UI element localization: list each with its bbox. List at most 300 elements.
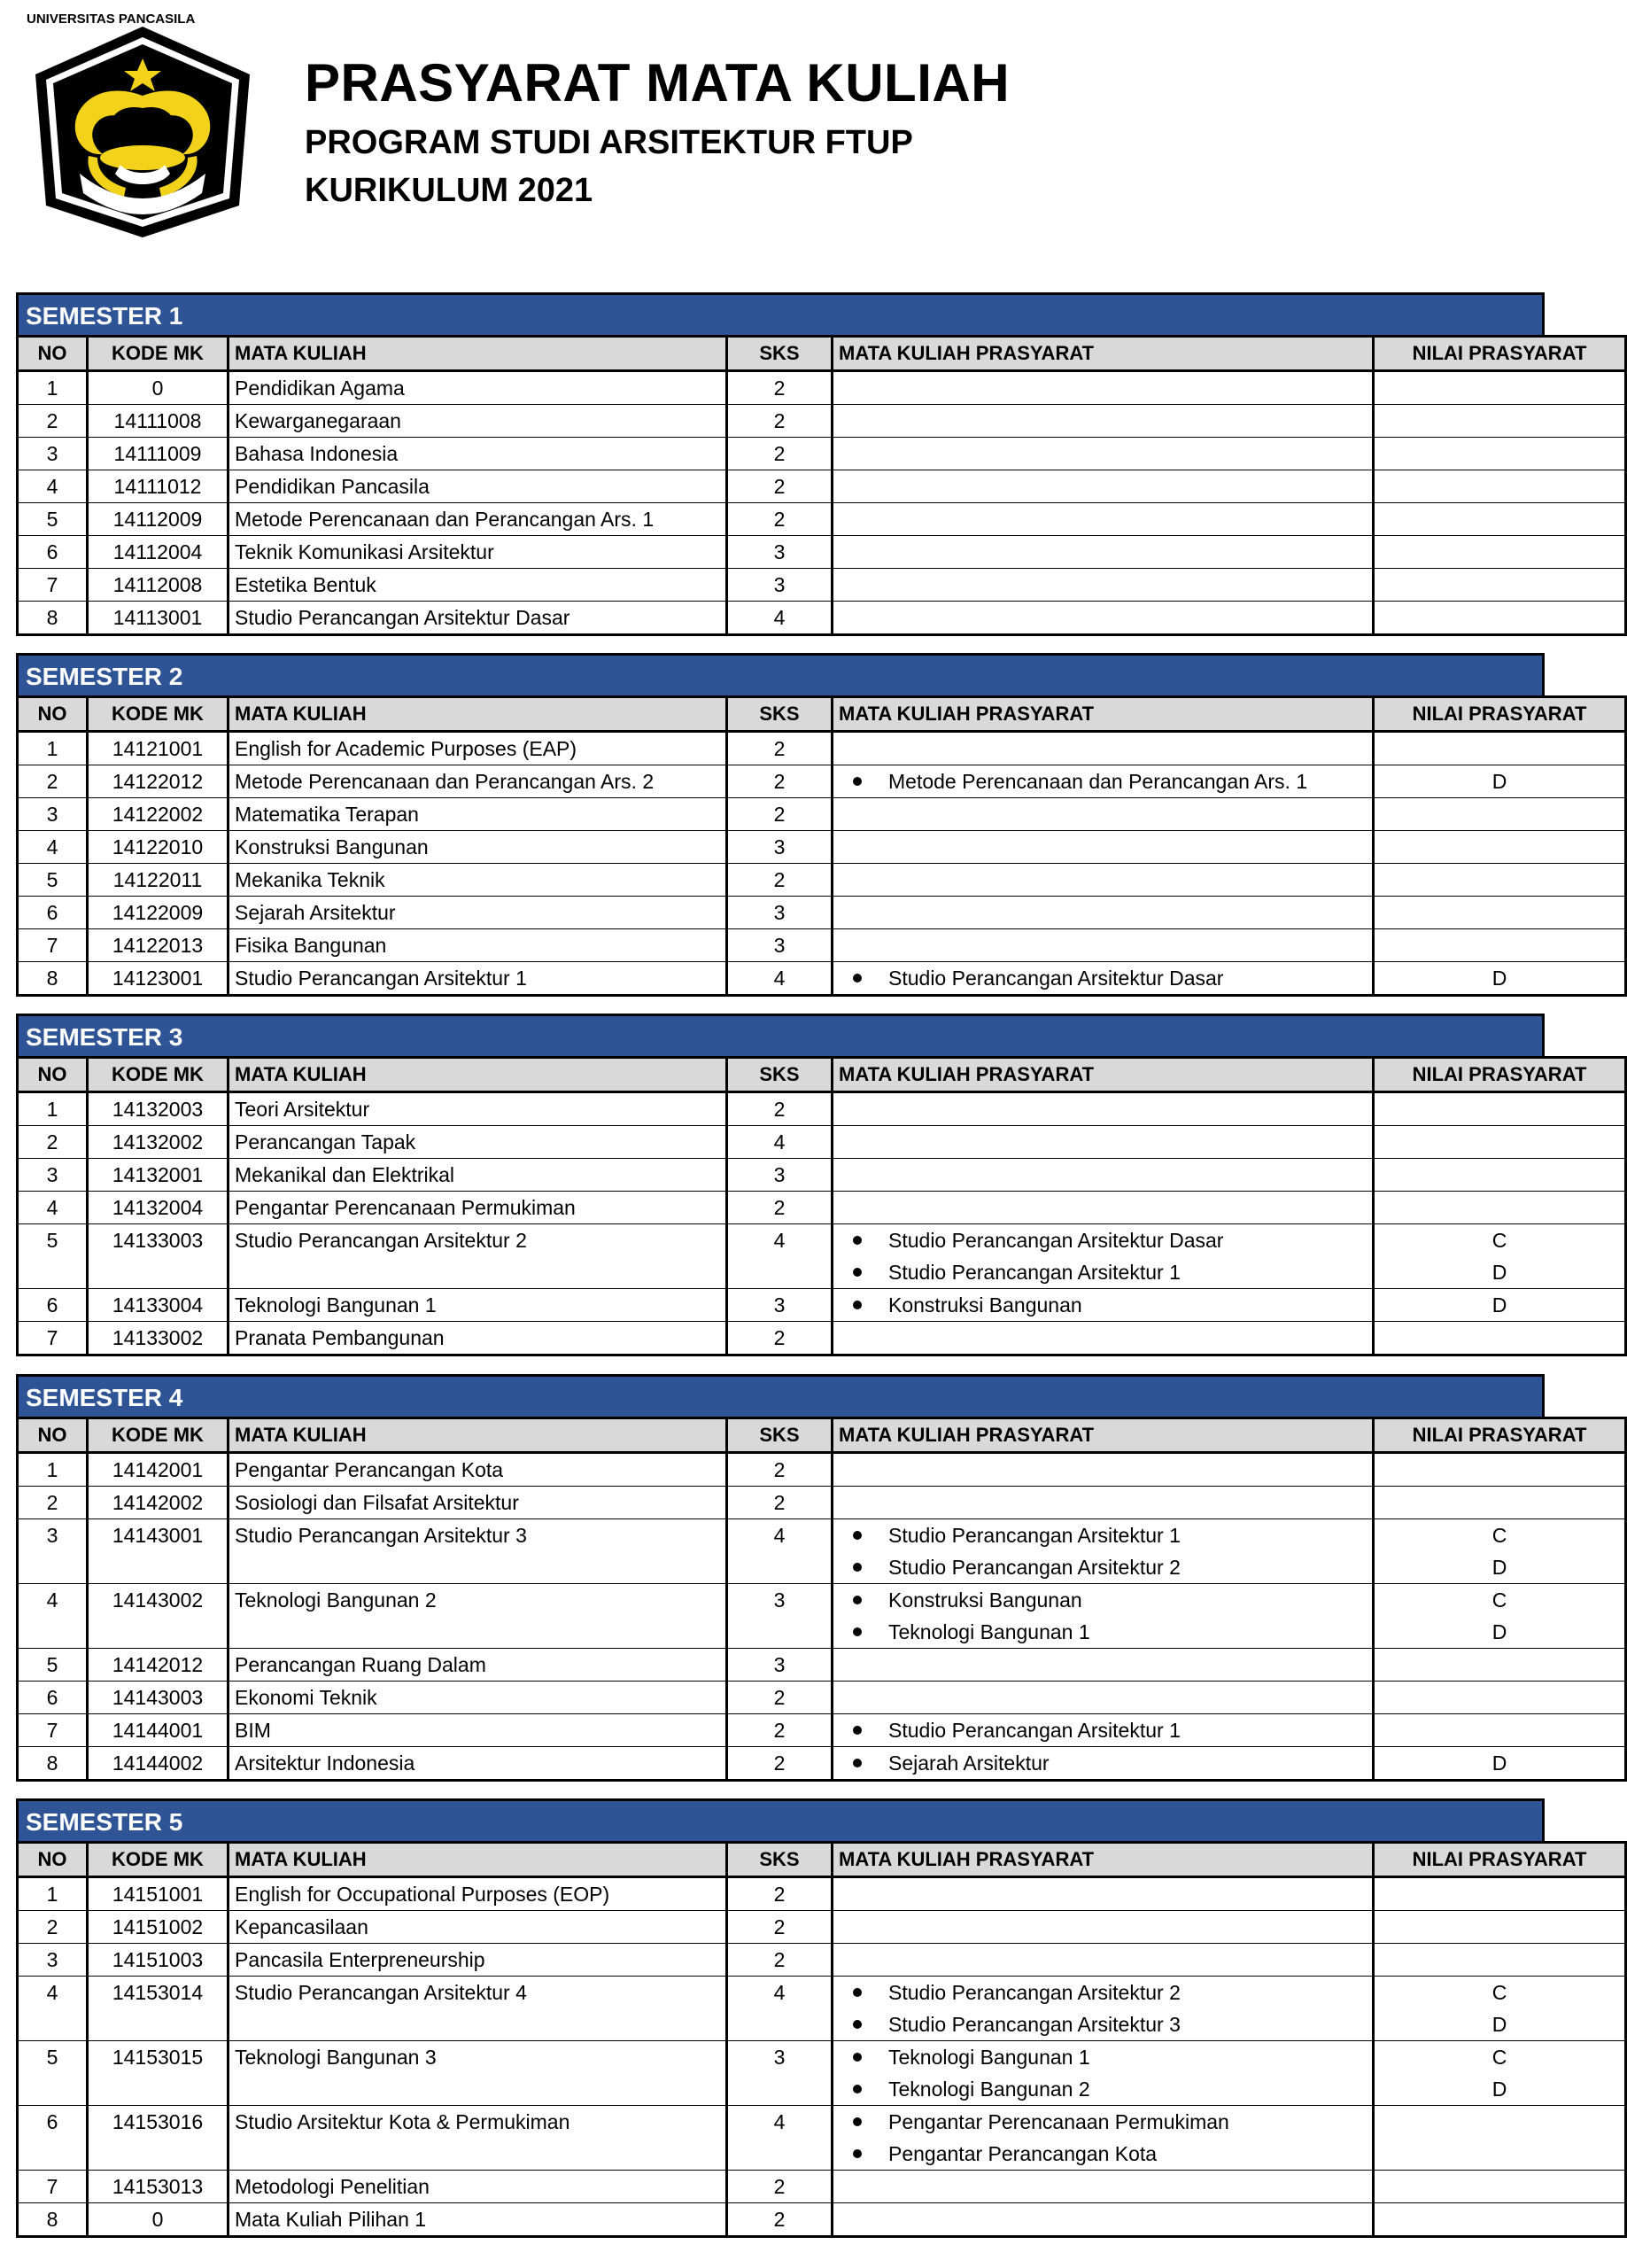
bullet-icon [853, 1726, 862, 1735]
prerequisite-item [839, 1519, 1367, 1551]
row-number: 2 [18, 405, 88, 438]
prerequisite-grade: D [1491, 1556, 1507, 1579]
prerequisite-cell [833, 1584, 1374, 1649]
prerequisite-item [839, 1256, 1367, 1288]
course-code: 14153015 [88, 2041, 229, 2106]
prerequisite-course: Studio Perancangan Arsitektur 3 [888, 2013, 1181, 2036]
course-name: Pengantar Perancangan Kota [229, 1453, 727, 1487]
table-row [18, 1747, 1626, 1781]
bullet-icon [853, 1301, 862, 1309]
prerequisite-cell [833, 1714, 1374, 1747]
course-name: Studio Perancangan Arsitektur 3 [229, 1519, 727, 1584]
bullet-icon [853, 1563, 862, 1572]
course-code: 14153014 [88, 1977, 229, 2041]
column-header-no: NO [18, 1843, 88, 1877]
prerequisite-grade-cell [1374, 2106, 1626, 2171]
column-header-mk: MATA KULIAH [229, 1418, 727, 1453]
course-code: 14122010 [88, 831, 229, 864]
row-number: 6 [18, 2106, 88, 2171]
course-name: Studio Perancangan Arsitektur Dasar [229, 602, 727, 635]
prerequisite-cell [833, 798, 1374, 831]
row-number: 1 [18, 1453, 88, 1487]
course-credits: 2 [727, 371, 833, 405]
course-table [16, 1056, 1627, 1356]
column-header-nilai: NILAI PRASYARAT [1374, 1843, 1626, 1877]
course-credits: 2 [727, 2171, 833, 2203]
table-row [18, 962, 1626, 996]
prerequisite-grade-cell [1374, 1192, 1626, 1224]
course-name: Fisika Bangunan [229, 929, 727, 962]
column-header-mk: MATA KULIAH [229, 337, 727, 371]
table-header-row [18, 1843, 1626, 1877]
course-code: 14132001 [88, 1159, 229, 1192]
semester-section [16, 1798, 1587, 2238]
course-name: Mekanika Teknik [229, 864, 727, 897]
prerequisite-cell [833, 1977, 1374, 2041]
prerequisite-grade: C [1491, 1229, 1507, 1252]
course-name: Mekanikal dan Elektrikal [229, 1159, 727, 1192]
prerequisite-cell [833, 1453, 1374, 1487]
prerequisite-grade-cell [1374, 569, 1626, 602]
prerequisite-grade-cell [1374, 1977, 1626, 2041]
prerequisite-grade-cell [1374, 1682, 1626, 1714]
semester-section [16, 1014, 1587, 1356]
bullet-icon [853, 2053, 862, 2062]
table-row [18, 1649, 1626, 1682]
course-name: Studio Perancangan Arsitektur 2 [229, 1224, 727, 1289]
column-header-sks: SKS [727, 1418, 833, 1453]
table-row [18, 1322, 1626, 1355]
row-number: 4 [18, 1584, 88, 1649]
course-name: Kewarganegaraan [229, 405, 727, 438]
prerequisite-cell [833, 1289, 1374, 1322]
course-name: Teknologi Bangunan 1 [229, 1289, 727, 1322]
bullet-icon [853, 1236, 862, 1245]
prerequisite-grade [1380, 2106, 1619, 2138]
prerequisite-cell [833, 1682, 1374, 1714]
row-number: 7 [18, 569, 88, 602]
course-code: 14121001 [88, 732, 229, 765]
prerequisite-item [839, 2106, 1367, 2138]
row-number: 3 [18, 1944, 88, 1977]
row-number: 8 [18, 2203, 88, 2237]
course-credits: 2 [727, 1092, 833, 1126]
row-number: 7 [18, 2171, 88, 2203]
logo-text: UNIVERSITAS PANCASILA [27, 12, 196, 27]
prerequisite-grade-cell [1374, 438, 1626, 470]
table-row [18, 1911, 1626, 1944]
prerequisite-course: Pengantar Perencanaan Permukiman [888, 2110, 1229, 2133]
column-header-nilai: NILAI PRASYARAT [1374, 337, 1626, 371]
prerequisite-grade: D [1491, 1751, 1507, 1775]
prerequisite-grade-cell [1374, 405, 1626, 438]
course-credits: 3 [727, 536, 833, 569]
course-code: 14122011 [88, 864, 229, 897]
course-code: 14111009 [88, 438, 229, 470]
prerequisite-cell [833, 1747, 1374, 1781]
course-code: 14112009 [88, 503, 229, 536]
course-name: Metodologi Penelitian [229, 2171, 727, 2203]
prerequisite-cell [833, 1322, 1374, 1355]
prerequisite-grade-cell [1374, 371, 1626, 405]
prerequisite-grade-cell [1374, 503, 1626, 536]
curriculum-label: KURIKULUM 2021 [305, 172, 593, 209]
prerequisite-course: Studio Perancangan Arsitektur 1 [888, 1719, 1181, 1742]
row-number: 3 [18, 1519, 88, 1584]
course-name: Pranata Pembangunan [229, 1322, 727, 1355]
course-credits: 2 [727, 1192, 833, 1224]
prerequisite-grade-cell [1374, 962, 1626, 996]
prerequisite-item [839, 2008, 1367, 2040]
table-row [18, 1289, 1626, 1322]
prerequisite-grade-cell [1374, 1487, 1626, 1519]
course-name: Sosiologi dan Filsafat Arsitektur [229, 1487, 727, 1519]
prerequisite-course: Konstruksi Bangunan [888, 1293, 1082, 1317]
course-code: 14122009 [88, 897, 229, 929]
course-code: 14132002 [88, 1126, 229, 1159]
course-code: 14143003 [88, 1682, 229, 1714]
prerequisite-grade: C [1491, 1588, 1507, 1612]
table-header-row [18, 337, 1626, 371]
bullet-icon [853, 2149, 862, 2158]
course-name: BIM [229, 1714, 727, 1747]
prerequisite-grade-cell [1374, 831, 1626, 864]
row-number: 3 [18, 438, 88, 470]
row-number: 1 [18, 1092, 88, 1126]
course-name: Pengantar Perencanaan Permukiman [229, 1192, 727, 1224]
column-header-mk: MATA KULIAH [229, 1058, 727, 1092]
column-header-kode: KODE MK [88, 1843, 229, 1877]
course-credits: 2 [727, 1877, 833, 1911]
table-row [18, 1584, 1626, 1649]
bullet-icon [853, 1759, 862, 1767]
course-credits: 2 [727, 470, 833, 503]
prerequisite-item [839, 2041, 1367, 2073]
bullet-icon [853, 777, 862, 786]
row-number: 8 [18, 1747, 88, 1781]
course-credits: 2 [727, 1944, 833, 1977]
row-number: 5 [18, 864, 88, 897]
column-header-mk: MATA KULIAH [229, 1843, 727, 1877]
table-row [18, 1714, 1626, 1747]
prerequisite-course: Teknologi Bangunan 1 [888, 2046, 1090, 2069]
prerequisite-grade-cell [1374, 1911, 1626, 1944]
table-row [18, 831, 1626, 864]
prerequisite-item [839, 1714, 1367, 1746]
prerequisite-course: Teknologi Bangunan 1 [888, 1620, 1090, 1643]
course-code: 14151001 [88, 1877, 229, 1911]
prerequisite-grade-cell [1374, 1714, 1626, 1747]
bullet-icon [853, 2085, 862, 2093]
course-credits: 2 [727, 2203, 833, 2237]
course-name: Teknologi Bangunan 2 [229, 1584, 727, 1649]
prerequisite-grade-cell [1374, 1126, 1626, 1159]
prerequisite-cell [833, 438, 1374, 470]
prerequisite-course: Studio Perancangan Arsitektur 1 [888, 1261, 1181, 1284]
course-name: Sejarah Arsitektur [229, 897, 727, 929]
prerequisite-grade-cell [1374, 536, 1626, 569]
course-code: 14132004 [88, 1192, 229, 1224]
course-code: 14153013 [88, 2171, 229, 2203]
prerequisite-grade-cell [1374, 2041, 1626, 2106]
prerequisite-item [839, 765, 1367, 797]
course-code: 14142012 [88, 1649, 229, 1682]
prerequisite-grade: D [1491, 2078, 1507, 2101]
prerequisite-grade-cell [1374, 1224, 1626, 1289]
table-row [18, 1682, 1626, 1714]
prerequisite-cell [833, 732, 1374, 765]
table-row [18, 2203, 1626, 2237]
prerequisite-cell [833, 602, 1374, 635]
prerequisite-item [839, 962, 1367, 994]
prerequisite-cell [833, 569, 1374, 602]
prerequisite-grade: D [1491, 1620, 1507, 1643]
prerequisite-grade [1380, 1714, 1619, 1746]
prerequisite-cell [833, 2203, 1374, 2237]
semester-title: SEMESTER 4 [16, 1374, 1545, 1417]
column-header-kode: KODE MK [88, 697, 229, 732]
prerequisite-cell [833, 2106, 1374, 2171]
course-name: Kepancasilaan [229, 1911, 727, 1944]
prerequisite-cell [833, 1126, 1374, 1159]
course-credits: 3 [727, 1159, 833, 1192]
course-name: Perancangan Tapak [229, 1126, 727, 1159]
course-name: Estetika Bentuk [229, 569, 727, 602]
prerequisite-item [839, 1747, 1367, 1779]
table-header-row [18, 1058, 1626, 1092]
semester-title: SEMESTER 3 [16, 1014, 1545, 1056]
course-name: Mata Kuliah Pilihan 1 [229, 2203, 727, 2237]
prerequisite-grade-cell [1374, 1944, 1626, 1977]
table-row [18, 1877, 1626, 1911]
prerequisite-grade: D [1491, 1261, 1507, 1284]
course-code: 14122013 [88, 929, 229, 962]
course-name: Ekonomi Teknik [229, 1682, 727, 1714]
row-number: 4 [18, 470, 88, 503]
table-row [18, 1487, 1626, 1519]
table-row [18, 2171, 1626, 2203]
column-header-sks: SKS [727, 697, 833, 732]
document-header [0, 0, 1561, 266]
prerequisite-cell [833, 1192, 1374, 1224]
prerequisite-cell [833, 1877, 1374, 1911]
row-number: 2 [18, 1911, 88, 1944]
prerequisite-cell [833, 1487, 1374, 1519]
prerequisite-grade-cell [1374, 1322, 1626, 1355]
table-row [18, 765, 1626, 798]
course-credits: 2 [727, 798, 833, 831]
row-number: 5 [18, 2041, 88, 2106]
course-name: English for Academic Purposes (EAP) [229, 732, 727, 765]
row-number: 6 [18, 1289, 88, 1322]
course-credits: 3 [727, 1584, 833, 1649]
university-logo [27, 12, 259, 241]
course-credits: 2 [727, 1322, 833, 1355]
course-name: Studio Arsitektur Kota & Permukiman [229, 2106, 727, 2171]
course-credits: 4 [727, 1126, 833, 1159]
prerequisite-grade-cell [1374, 1092, 1626, 1126]
course-credits: 3 [727, 1649, 833, 1682]
course-code: 14111008 [88, 405, 229, 438]
table-row [18, 1224, 1626, 1289]
semester-title: SEMESTER 2 [16, 653, 1545, 695]
semester-section [16, 292, 1587, 636]
prerequisite-grade-cell [1374, 864, 1626, 897]
course-credits: 2 [727, 732, 833, 765]
prerequisite-cell [833, 1519, 1374, 1584]
prerequisite-item [839, 2138, 1367, 2170]
table-row [18, 2106, 1626, 2171]
course-credits: 4 [727, 2106, 833, 2171]
table-row [18, 929, 1626, 962]
row-number: 7 [18, 929, 88, 962]
semester-section [16, 653, 1587, 997]
course-code: 14151003 [88, 1944, 229, 1977]
column-header-no: NO [18, 337, 88, 371]
column-header-prasyarat: MATA KULIAH PRASYARAT [833, 697, 1374, 732]
prerequisite-grade-cell [1374, 765, 1626, 798]
course-name: Bahasa Indonesia [229, 438, 727, 470]
bullet-icon [853, 1988, 862, 1997]
table-row [18, 371, 1626, 405]
prerequisite-cell [833, 897, 1374, 929]
course-code: 14142002 [88, 1487, 229, 1519]
prerequisite-cell [833, 1911, 1374, 1944]
bullet-icon [853, 2020, 862, 2029]
document-title: PRASYARAT MATA KULIAH [305, 53, 1011, 113]
prerequisite-grade: C [1491, 2046, 1507, 2069]
prerequisite-cell [833, 929, 1374, 962]
column-header-prasyarat: MATA KULIAH PRASYARAT [833, 1058, 1374, 1092]
course-code: 14153016 [88, 2106, 229, 2171]
course-credits: 3 [727, 1289, 833, 1322]
course-name: Metode Perencanaan dan Perancangan Ars. 2 [229, 765, 727, 798]
course-name: Studio Perancangan Arsitektur 4 [229, 1977, 727, 2041]
bullet-icon [853, 1596, 862, 1604]
prerequisite-grade: C [1491, 1524, 1507, 1547]
course-code: 14151002 [88, 1911, 229, 1944]
course-credits: 3 [727, 831, 833, 864]
prerequisite-grade-cell [1374, 1289, 1626, 1322]
prerequisite-grade-cell [1374, 2171, 1626, 2203]
table-row [18, 536, 1626, 569]
prerequisite-grade-cell [1374, 470, 1626, 503]
prerequisite-course: Pengantar Perancangan Kota [888, 2142, 1158, 2165]
bullet-icon [853, 1627, 862, 1636]
course-credits: 2 [727, 1911, 833, 1944]
prerequisite-grade-cell [1374, 1159, 1626, 1192]
table-row [18, 503, 1626, 536]
course-code: 14143002 [88, 1584, 229, 1649]
prerequisite-cell [833, 1649, 1374, 1682]
prerequisite-cell [833, 2171, 1374, 2203]
bullet-icon [853, 1268, 862, 1277]
course-credits: 2 [727, 765, 833, 798]
table-row [18, 864, 1626, 897]
prerequisite-cell [833, 1159, 1374, 1192]
course-name: Arsitektur Indonesia [229, 1747, 727, 1781]
course-credits: 3 [727, 929, 833, 962]
course-table [16, 695, 1627, 997]
course-code: 14123001 [88, 962, 229, 996]
table-row [18, 1453, 1626, 1487]
course-credits: 4 [727, 1977, 833, 2041]
course-name: Matematika Terapan [229, 798, 727, 831]
semester-title: SEMESTER 1 [16, 292, 1545, 335]
prerequisite-item [839, 1616, 1367, 1648]
prerequisite-item [839, 1289, 1367, 1321]
column-header-prasyarat: MATA KULIAH PRASYARAT [833, 337, 1374, 371]
prerequisite-grade [1380, 2138, 1619, 2170]
course-code: 14112004 [88, 536, 229, 569]
course-code: 14133003 [88, 1224, 229, 1289]
column-header-sks: SKS [727, 1058, 833, 1092]
prerequisite-cell [833, 1944, 1374, 1977]
prerequisite-cell [833, 1224, 1374, 1289]
course-code: 0 [88, 2203, 229, 2237]
row-number: 4 [18, 1192, 88, 1224]
course-credits: 2 [727, 438, 833, 470]
bullet-icon [853, 2117, 862, 2126]
course-name: Pendidikan Pancasila [229, 470, 727, 503]
prerequisite-cell [833, 962, 1374, 996]
course-name: Teknologi Bangunan 3 [229, 2041, 727, 2106]
prerequisite-grade-cell [1374, 1519, 1626, 1584]
course-code: 14132003 [88, 1092, 229, 1126]
course-code: 14122002 [88, 798, 229, 831]
prerequisite-item [839, 1224, 1367, 1256]
column-header-mk: MATA KULIAH [229, 697, 727, 732]
course-code: 14113001 [88, 602, 229, 635]
course-credits: 2 [727, 1682, 833, 1714]
course-code: 14112008 [88, 569, 229, 602]
prerequisite-grade-cell [1374, 1747, 1626, 1781]
course-credits: 2 [727, 405, 833, 438]
prerequisite-course: Studio Perancangan Arsitektur Dasar [888, 1229, 1224, 1252]
course-name: Metode Perencanaan dan Perancangan Ars. 1 [229, 503, 727, 536]
course-code: 0 [88, 371, 229, 405]
prerequisite-grade-cell [1374, 732, 1626, 765]
row-number: 4 [18, 831, 88, 864]
course-credits: 2 [727, 503, 833, 536]
bullet-icon [853, 1531, 862, 1540]
table-row [18, 1092, 1626, 1126]
prerequisite-cell [833, 470, 1374, 503]
course-table [16, 335, 1627, 636]
bullet-icon [853, 974, 862, 983]
table-row [18, 1519, 1626, 1584]
program-subtitle: PROGRAM STUDI ARSITEKTUR FTUP [305, 124, 913, 161]
prerequisite-cell [833, 371, 1374, 405]
course-credits: 4 [727, 1224, 833, 1289]
table-row [18, 798, 1626, 831]
table-row [18, 1159, 1626, 1192]
table-row [18, 1126, 1626, 1159]
table-row [18, 1944, 1626, 1977]
column-header-kode: KODE MK [88, 337, 229, 371]
column-header-nilai: NILAI PRASYARAT [1374, 1058, 1626, 1092]
row-number: 3 [18, 798, 88, 831]
course-credits: 3 [727, 897, 833, 929]
course-name: Teori Arsitektur [229, 1092, 727, 1126]
table-row [18, 897, 1626, 929]
row-number: 1 [18, 1877, 88, 1911]
column-header-no: NO [18, 1058, 88, 1092]
course-credits: 2 [727, 1714, 833, 1747]
prerequisite-cell [833, 536, 1374, 569]
course-table [16, 1417, 1627, 1782]
table-row [18, 602, 1626, 635]
